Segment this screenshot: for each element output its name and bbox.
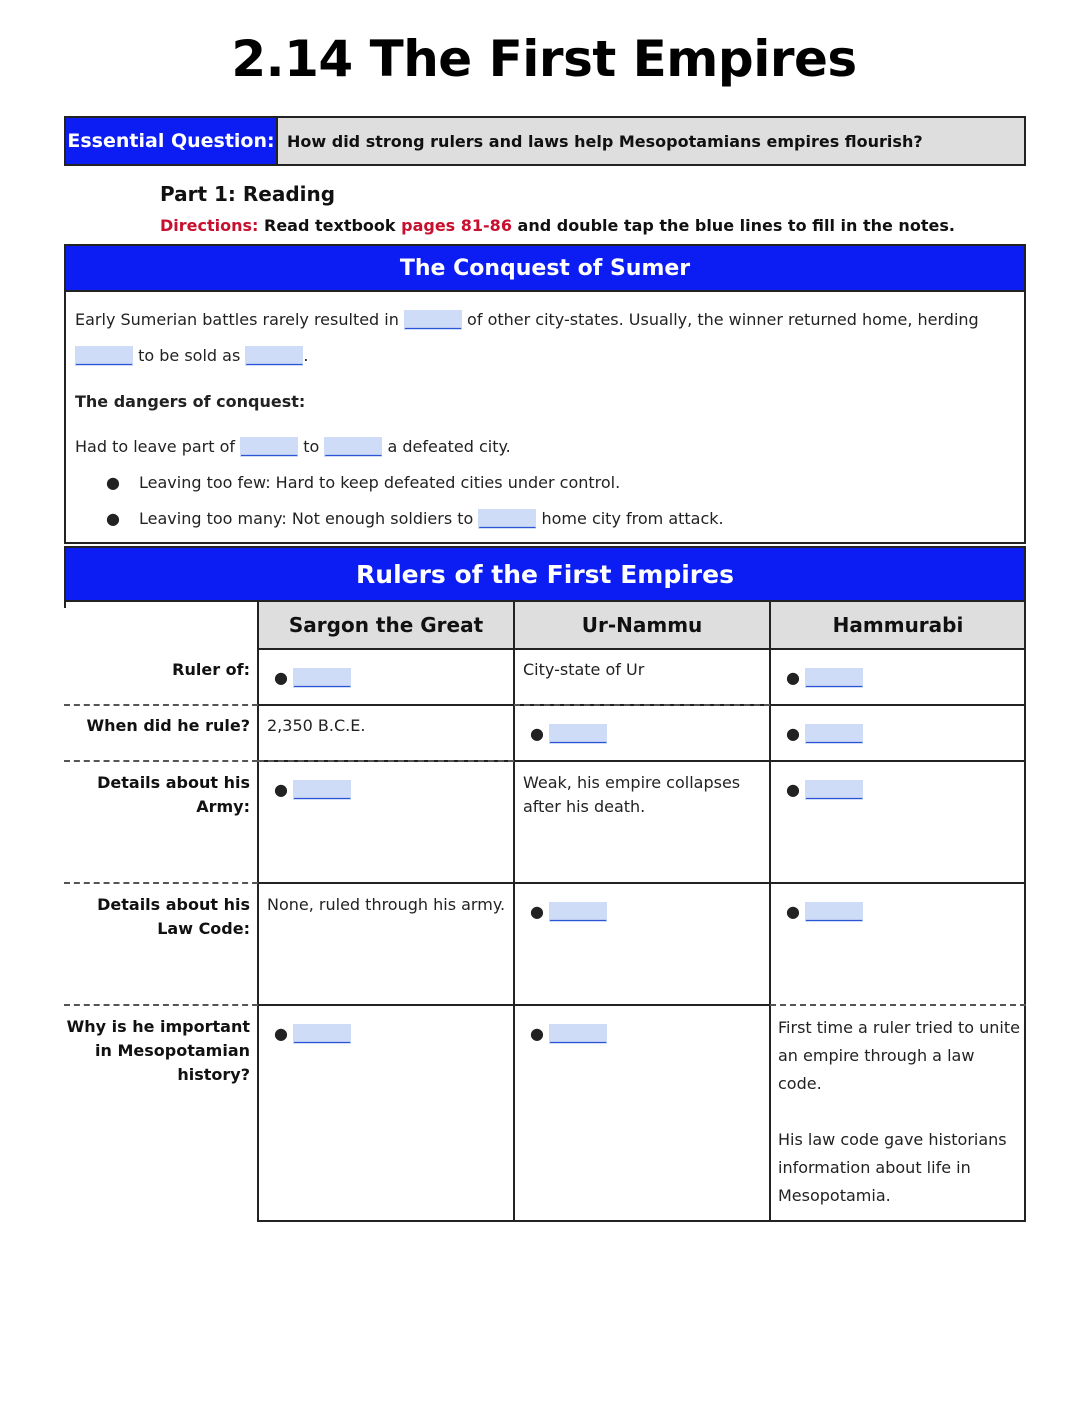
bullet-icon: ●	[274, 1024, 288, 1043]
cell-sargon-ruler-of	[274, 668, 351, 688]
part-heading: Part 1: Reading	[160, 182, 336, 206]
bullet-icon: ●	[106, 473, 120, 492]
text: a defeated city.	[382, 437, 511, 456]
cell-hammurabi-importance	[778, 1014, 1020, 1210]
fill-blank[interactable]: _______	[241, 437, 298, 456]
text: after his death.	[523, 797, 646, 816]
essential-question-text: How did strong rulers and laws help Mesopotamians empires flourish?	[278, 118, 1024, 164]
fill-blank[interactable]: _______	[404, 310, 461, 329]
text: Early Sumerian battles rarely resulted in	[75, 310, 404, 329]
fill-blank[interactable]: _______	[246, 346, 303, 365]
text: Mesopotamia.	[778, 1186, 891, 1205]
fill-blank[interactable]: _______	[550, 902, 607, 921]
cell-hammurabi-when	[786, 724, 863, 744]
table-border	[514, 704, 770, 706]
column-header-sargon: Sargon the Great	[258, 600, 514, 650]
page-title: 2.14 The First Empires	[231, 30, 857, 88]
cell-ur-ruler-of: City-state of Ur	[523, 660, 645, 679]
text: home city from attack.	[536, 509, 724, 528]
spacer	[778, 1098, 1020, 1126]
row-label-law-code	[64, 893, 258, 941]
directions-pages: pages 81-86	[401, 216, 512, 235]
text: .	[303, 346, 309, 365]
row-label-importance	[64, 1015, 258, 1087]
essential-question	[64, 116, 1026, 166]
bullet-icon: ●	[106, 509, 120, 528]
fill-blank[interactable]: _______	[806, 902, 863, 921]
row-label-line: Law Code:	[157, 919, 250, 938]
sumer-line-2	[75, 346, 308, 366]
fill-blank[interactable]: _______	[294, 1024, 351, 1043]
row-label-line: Why is he important	[66, 1017, 250, 1036]
directions-post: and double tap the blue lines to fill in the notes.	[511, 216, 955, 235]
table-border	[257, 1220, 1026, 1222]
bullet-icon: ●	[786, 668, 800, 687]
cell-sargon-army	[274, 780, 351, 800]
row-label-line: in Mesopotamian	[95, 1041, 250, 1060]
table-border	[257, 882, 1026, 884]
row-label-when	[64, 714, 258, 738]
bullet-icon: ●	[274, 668, 288, 687]
cell-ur-when	[530, 724, 607, 744]
fill-blank[interactable]: _______	[479, 509, 536, 528]
cell-hammurabi-law	[786, 902, 863, 922]
essential-question-label: Essential Question:	[66, 118, 278, 164]
text: Leaving too many: Not enough soldiers to	[139, 509, 479, 528]
directions-label: Directions:	[160, 216, 259, 235]
directions-pre: Read textbook	[258, 216, 402, 235]
cell-ur-army	[523, 771, 740, 819]
bullet-icon: ●	[786, 902, 800, 921]
fill-blank[interactable]: _______	[294, 668, 351, 687]
table-border	[257, 1004, 770, 1006]
sumer-notes-box	[64, 290, 1026, 544]
bullet-icon: ●	[786, 780, 800, 799]
text: to be sold as	[133, 346, 246, 365]
row-label-ruler-of	[64, 658, 258, 682]
row-separator	[64, 882, 258, 884]
text: Had to leave part of	[75, 437, 241, 456]
text: code.	[778, 1074, 822, 1093]
bullet-item	[106, 509, 724, 529]
dangers-heading: The dangers of conquest:	[75, 392, 306, 411]
cell-hammurabi-ruler-of	[786, 668, 863, 688]
fill-blank[interactable]: _______	[806, 724, 863, 743]
section-heading-rulers: Rulers of the First Empires	[64, 546, 1026, 602]
text: to	[298, 437, 325, 456]
fill-blank[interactable]: _______	[325, 437, 382, 456]
cell-sargon-law: None, ruled through his army.	[267, 895, 506, 914]
bullet-icon: ●	[530, 902, 544, 921]
text: of other city-states. Usually, the winner returned home, herding	[461, 310, 979, 329]
fill-blank[interactable]: _______	[806, 668, 863, 687]
row-separator	[64, 1004, 258, 1006]
table-border	[769, 600, 771, 1222]
cell-ur-importance	[530, 1024, 607, 1044]
row-label-line: Details about his	[97, 773, 250, 792]
sumer-line-1	[75, 310, 979, 330]
sumer-line-3	[75, 437, 511, 457]
row-label-line: history?	[177, 1065, 250, 1084]
text: First time a ruler tried to unite	[778, 1018, 1020, 1037]
fill-blank[interactable]: _______	[294, 780, 351, 799]
table-border	[257, 600, 1026, 602]
bullet-icon: ●	[530, 1024, 544, 1043]
table-border	[257, 648, 1026, 650]
cell-sargon-when: 2,350 B.C.E.	[267, 716, 366, 735]
cell-ur-law	[530, 902, 607, 922]
rulers-table	[64, 600, 1026, 1222]
row-label-line: Details about his	[97, 895, 250, 914]
bullet-icon: ●	[274, 780, 288, 799]
text: information about life in	[778, 1158, 971, 1177]
row-label-line: Army:	[196, 797, 250, 816]
row-label-army	[64, 771, 258, 819]
fill-blank[interactable]: _______	[806, 780, 863, 799]
cell-sargon-importance	[274, 1024, 351, 1044]
row-separator	[64, 760, 258, 762]
row-label-line: Ruler of:	[172, 660, 250, 679]
bullet-icon: ●	[530, 724, 544, 743]
text: His law code gave historians	[778, 1130, 1007, 1149]
fill-blank[interactable]: _______	[550, 1024, 607, 1043]
column-header-ur-nammu: Ur-Nammu	[514, 600, 770, 650]
bullet-icon: ●	[786, 724, 800, 743]
cell-hammurabi-army	[786, 780, 863, 800]
row-label-line: When did he rule?	[86, 716, 250, 735]
table-border	[513, 600, 515, 1222]
text: Weak, his empire collapses	[523, 773, 741, 792]
text: an empire through a law	[778, 1046, 975, 1065]
row-separator	[64, 704, 258, 706]
table-border	[64, 600, 66, 608]
fill-blank[interactable]: _______	[550, 724, 607, 743]
section-heading-sumer: The Conquest of Sumer	[64, 244, 1026, 292]
table-border	[770, 1004, 1026, 1006]
column-header-hammurabi: Hammurabi	[770, 600, 1026, 650]
table-border	[1024, 600, 1026, 1222]
table-border	[258, 760, 514, 762]
directions	[160, 216, 955, 235]
text: Leaving too few: Hard to keep defeated cities under control.	[139, 473, 621, 492]
bullet-item	[106, 473, 620, 492]
fill-blank[interactable]: _______	[76, 346, 132, 365]
